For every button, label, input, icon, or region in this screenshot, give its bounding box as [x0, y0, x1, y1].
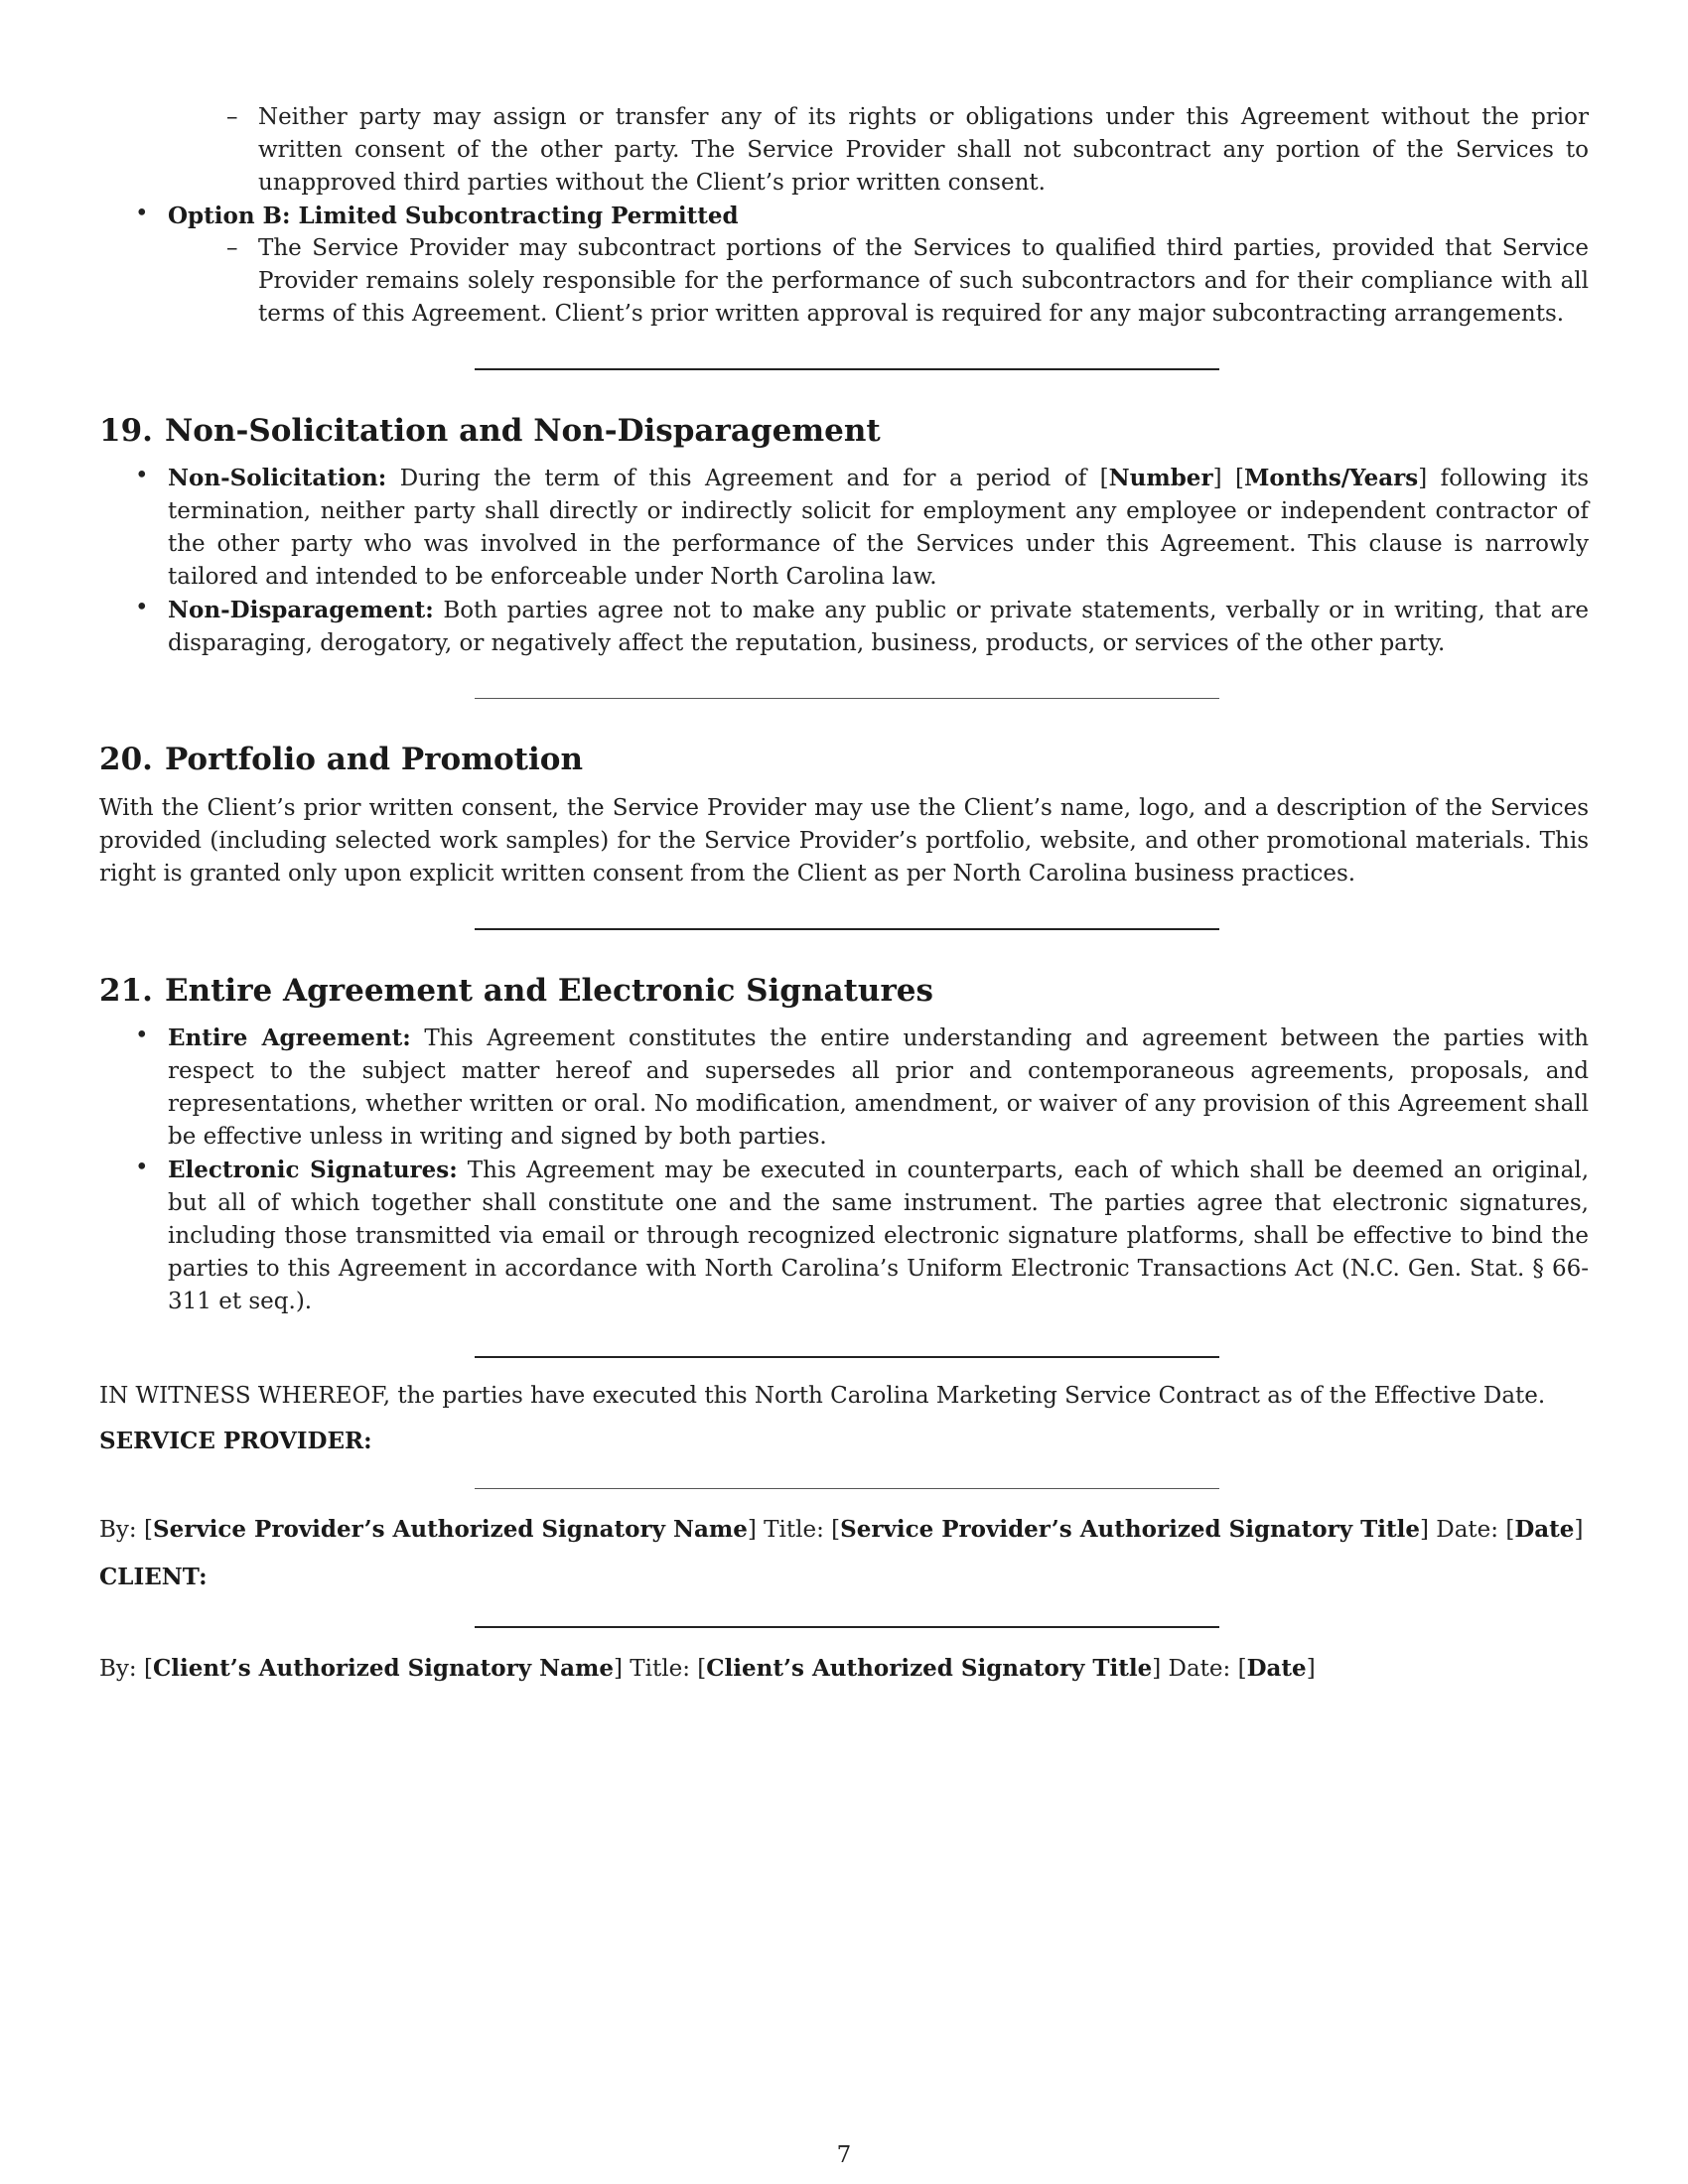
page-number: 7 [836, 2142, 852, 2168]
section-divider [475, 698, 1219, 699]
item-text: During the term of this Agreement and for a period of [ [399, 466, 1109, 491]
section-divider [475, 1356, 1219, 1358]
placeholder-number: Number [1108, 465, 1213, 491]
dash-marker: – [226, 104, 238, 130]
option-b-title: Option B: Limited Subcontracting Permitted [168, 203, 739, 229]
item-text: This Agreement constitutes the entire understanding and agreement between the parties with respect to the subject matter hereof and supersedes all prior and contemporaneous agreements, proposals, and representations, whether written or oral. No modification, amendment, or waiver of any provision of this Agreement shall be effective unless in writing and signed by both parties. [168, 1025, 1589, 1150]
by-label: By: [99, 1517, 137, 1543]
signatory-name-placeholder: Service Provider’s Authorized Signatory Name [152, 1516, 748, 1543]
list-item [99, 462, 1589, 594]
item-text: This Agreement may be executed in counterparts, each of which shall be deemed an original, but all of which together shall constitute one and the same instrument. The parties agree that electronic signatures, including those transmitted via email or through recognized electronic signature platforms, shall be effective to bind the parties to this Agreement in accordance with North Carolina’s Uniform Electronic Transactions Act (N.C. Gen. Stat. § 66-311 et seq.). [168, 1158, 1590, 1314]
section-title: Entire Agreement and Electronic Signatures [164, 973, 933, 1009]
entire-agreement-text [168, 1022, 1589, 1154]
service-provider-signature-block: By: [Service Provider’s Authorized Signatory Name] Title: [Service Provider’s Authorized Signatory Title] Date: [Date] [99, 1516, 1584, 1543]
non-disparagement-text [168, 594, 1589, 660]
section-number: 19. [99, 413, 153, 449]
list-item [99, 101, 1589, 200]
list-item [99, 594, 1589, 660]
signatory-title-placeholder: Service Provider’s Authorized Signatory Title [840, 1516, 1420, 1543]
item-label: Non-Solicitation: [168, 465, 387, 491]
date-label: Date: [1168, 1656, 1231, 1682]
item-label: Non-Disparagement: [168, 597, 434, 623]
item-text: Both parties agree not to make any public or private statements, verbally or in writing, that are disparaging, derogatory, or negatively affect the reputation, business, products, or services of the other party. [168, 598, 1589, 656]
by-label: By: [99, 1656, 137, 1682]
bullet-marker: • [135, 595, 149, 620]
section-20-heading [99, 741, 1589, 778]
section-number: 20. [99, 742, 153, 777]
party-heading: SERVICE PROVIDER: [99, 1428, 372, 1454]
title-label: Title: [630, 1656, 690, 1682]
placeholder-months-years: Months/Years [1243, 465, 1419, 491]
signatory-title-placeholder: Client’s Authorized Signatory Title [706, 1655, 1153, 1682]
signature-line [475, 1626, 1219, 1628]
bullet-marker: • [135, 1155, 149, 1180]
list-item [99, 1022, 1589, 1154]
bullet-marker: • [135, 1023, 149, 1048]
date-label: Date: [1436, 1517, 1499, 1543]
service-provider-heading [99, 1425, 1589, 1458]
client-signature-block: By: [Client’s Authorized Signatory Name] Title: [Client’s Authorized Signatory Title] Date: [Date] [99, 1655, 1316, 1682]
witness-paragraph: IN WITNESS WHEREOF, the parties have executed this North Carolina Marketing Service Contract as of the Effective Date. [99, 1383, 1546, 1409]
date-placeholder: Date [1246, 1655, 1307, 1682]
item-label: Entire Agreement: [168, 1024, 411, 1051]
signatory-name-placeholder: Client’s Authorized Signatory Name [152, 1655, 614, 1682]
section-19-heading [99, 412, 1589, 450]
dash-marker: – [226, 235, 238, 261]
item-text: ] following its termination, neither party shall directly or indirectly solicit for employment any employee or independent contractor of the other party who was involved in the performance of the Services under this Agreement. This clause is narrowly tailored and intended to be enforceable under North Carolina law. [168, 466, 1589, 590]
portfolio-paragraph: With the Client’s prior written consent, the Service Provider may use the Client’s name, logo, and a description of the Services provided (including selected work samples) for the Service Provider’s portfolio, website, and other promotional materials. This right is granted only upon explicit written consent from the Client as per North Carolina business practices. [99, 795, 1589, 887]
section-title: Portfolio and Promotion [164, 742, 583, 777]
title-label: Title: [764, 1517, 824, 1543]
section-divider [475, 928, 1219, 930]
list-item [99, 1154, 1589, 1318]
date-placeholder: Date [1514, 1516, 1575, 1543]
section-title: Non-Solicitation and Non-Disparagement [164, 413, 881, 449]
section-21-heading [99, 972, 1589, 1010]
list-item [99, 200, 1589, 232]
section-number: 21. [99, 973, 153, 1009]
section-divider [475, 368, 1219, 370]
client-heading [99, 1561, 1589, 1594]
non-solicitation-text [168, 462, 1589, 594]
bullet-marker: • [135, 201, 149, 226]
list-item [99, 232, 1589, 331]
signature-line [475, 1488, 1219, 1489]
item-label: Electronic Signatures: [168, 1157, 458, 1183]
party-heading: CLIENT: [99, 1564, 208, 1590]
item-text: ] [ [1212, 466, 1244, 491]
electronic-signatures-text [168, 1154, 1589, 1318]
option-b-text: The Service Provider may subcontract portions of the Services to qualified third parties, provided that Service Provider remains solely responsible for the performance of such subcontractors and for their compliance with all terms of this Agreement. Client’s prior written approval is required for any major subcontracting arrangements. [258, 235, 1589, 327]
bullet-marker: • [135, 463, 149, 488]
option-a-text: Neither party may assign or transfer any of its rights or obligations under this Agreement without the prior written consent of the other party. The Service Provider shall not subcontract any portion of the Services to unapproved third parties without the Client’s prior written consent. [258, 104, 1589, 196]
document-page [99, 101, 1589, 1686]
